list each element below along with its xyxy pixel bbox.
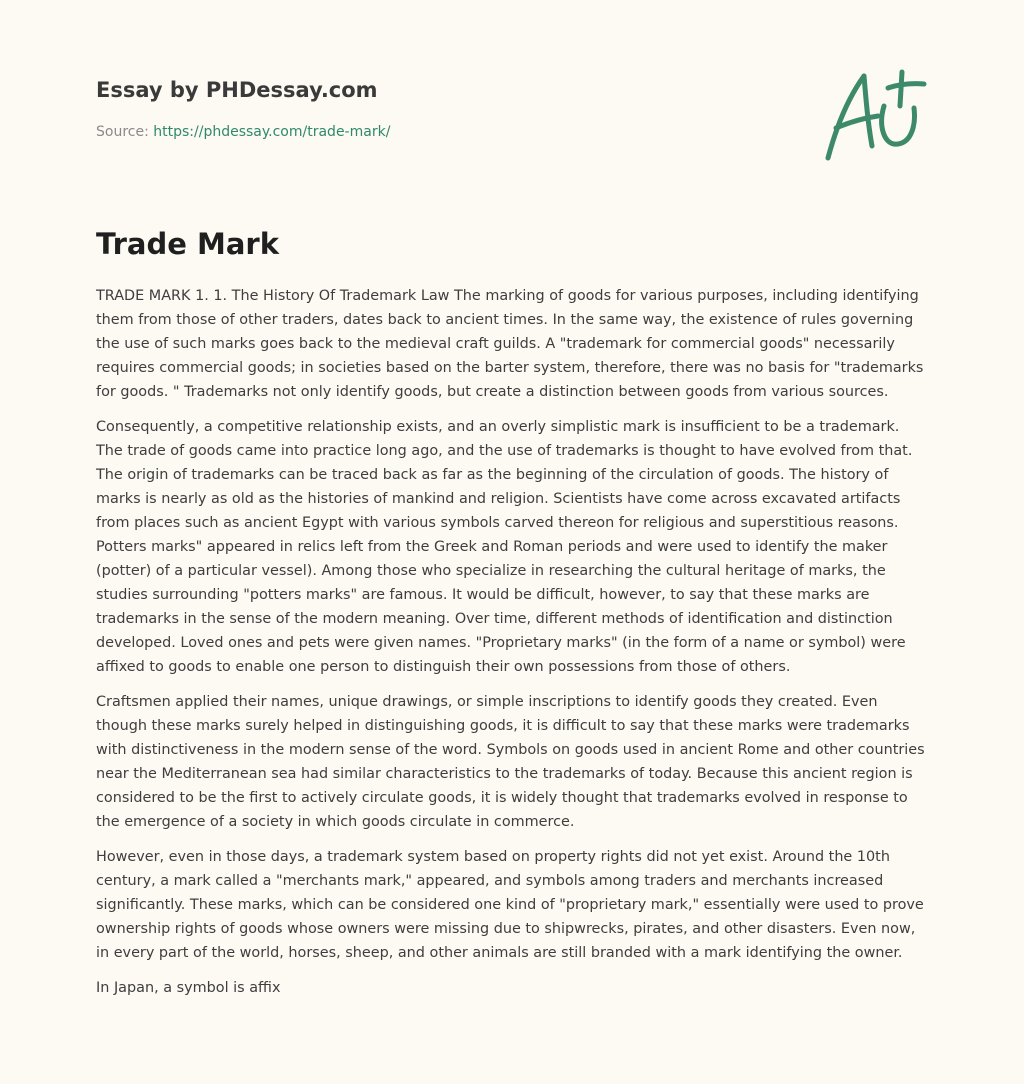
brand-name: Essay by PHDessay.com xyxy=(96,78,378,102)
essay-header xyxy=(96,76,796,142)
essay-paragraph: In Japan, a symbol is affix xyxy=(96,980,281,996)
essay-paragraph: TRADE MARK 1. 1. The History Of Trademark Law The marking of goods for various purposes, including identifying them from those of other traders, dates back to ancient times. In the same way, the existence of rules governing the use of such marks goes back to the medieval craft guilds. A "trademark for commercial goods" necessarily requires commercial goods; in societies based on the barter system, therefore, there was no basis for "trademarks for goods. " Trademarks not only identify goods, but create a distinction between goods from various sources. xyxy=(96,288,924,400)
source-link[interactable]: https://phdessay.com/trade-mark/ xyxy=(153,124,391,140)
essay-paragraph: Consequently, a competitive relationship exists, and an overly simplistic mark is insufficient to be a trademark. The trade of goods came into practice long ago, and the use of trademarks is thought to have evolved from that. The origin of trademarks can be traced back as far as the beginning of the circulation of goods. The history of marks is nearly as old as the histories of mankind and religion. Scientists have come across excavated artifacts from places such as ancient Egypt with various symbols carved thereon for religious and superstitious reasons. Potters marks" appeared in relics left from the Greek and Roman periods and were used to identify the maker (potter) of a particular vessel). Among those who specialize in researching the cultural heritage of marks, the studies surrounding "potters marks" are famous. It would be difficult, however, to say that these marks are trademarks in the sense of the modern meaning. Over time, different methods of identification and distinction developed. Loved ones and pets were given names. "Proprietary marks" (in the form of a name or symbol) were affixed to goods to enable one person to distinguish their own possessions from those of others. xyxy=(96,419,913,675)
essay-paragraph: However, even in those days, a trademark system based on property rights did not yet exist. Around the 10th century, a mark called a "merchants mark," appeared, and symbols among traders and merchants increased significantly. These marks, which can be considered one kind of "proprietary mark," essentially were used to prove ownership rights of goods whose owners were missing due to shipwrecks, pirates, and other disasters. Even now, in every part of the world, horses, sheep, and other animals are still branded with a mark identifying the owner. xyxy=(96,849,924,961)
essay-title: Trade Mark xyxy=(96,227,280,261)
essay-body xyxy=(96,284,928,1011)
a-plus-logo-icon xyxy=(818,66,930,166)
source-label: Source: xyxy=(96,124,149,140)
source-line xyxy=(96,122,796,142)
essay-paragraph: Craftsmen applied their names, unique drawings, or simple inscriptions to identify goods they created. Even though these marks surely helped in distinguishing goods, it is difficult to say that these marks were trademarks with distinctiveness in the modern sense of the word. Symbols on goods used in ancient Rome and other countries near the Mediterranean sea had similar characteristics to the trademarks of today. Because this ancient region is considered to be the first to actively circulate goods, it is widely thought that trademarks evolved in response to the emergence of a society in which goods circulate in commerce. xyxy=(96,694,925,830)
